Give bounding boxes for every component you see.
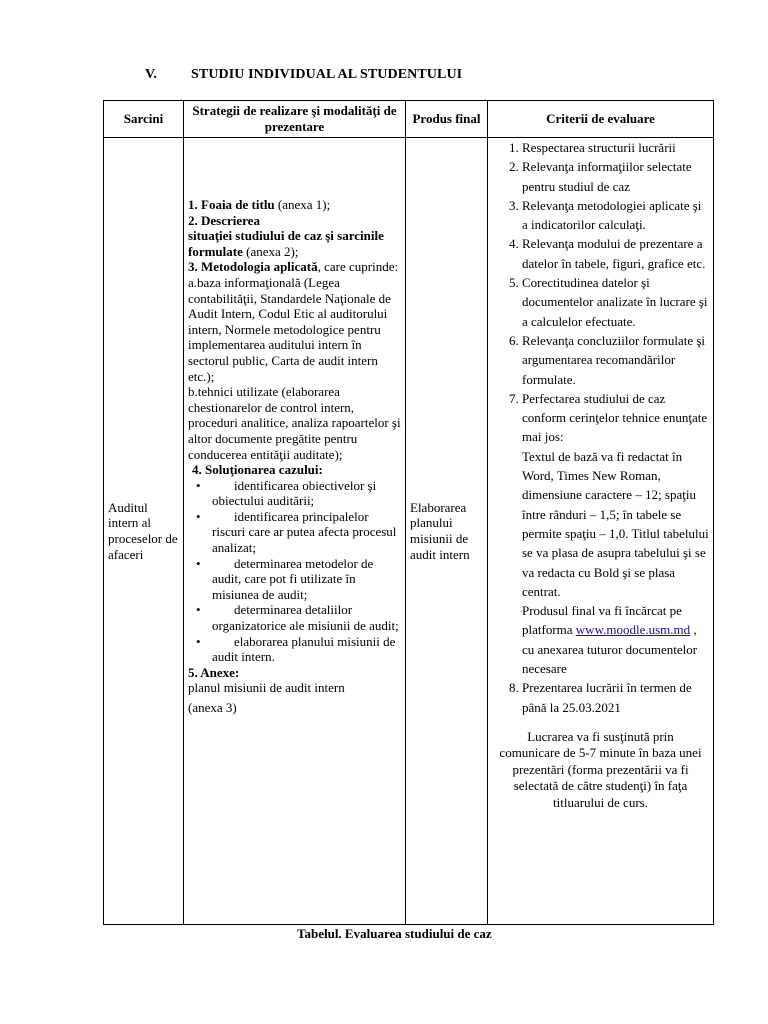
section-heading bbox=[145, 67, 462, 83]
case-solution-list bbox=[188, 478, 401, 665]
evaluation-table bbox=[103, 100, 714, 925]
criteria-list bbox=[492, 138, 709, 447]
list-item: 1. Respectarea structurii lucrării bbox=[522, 138, 709, 157]
list-item: 3. Relevanţa metodologiei aplicate şi a indicatorilor calculaţi. bbox=[522, 196, 709, 235]
header-strategies: Strategii de realizare şi modalităţi de prezentare bbox=[184, 101, 406, 138]
table-caption: Tabelul. Evaluarea studiului de caz bbox=[297, 926, 492, 941]
strategy-item-2: 2. Descrierea bbox=[188, 212, 260, 228]
table-header-row bbox=[104, 101, 714, 138]
criteria-list-continued bbox=[492, 678, 709, 717]
strategy-item-3b: b.tehnici utilizate (elaborarea chestionarelor de control intern, proceduri analitice, analiza rapoartelor şi altor documente pregătite pentru conducerea entităţii auditate); bbox=[188, 384, 401, 462]
section-title: STUDIU INDIVIDUAL AL STUDENTULUI bbox=[191, 67, 463, 82]
task-text: Auditul intern al proceselor de afaceri bbox=[108, 499, 178, 562]
list-item: • identificarea principalelor riscuri care ar putea afecta procesul analizat; bbox=[212, 509, 401, 556]
list-item: 8. Prezentarea lucrării în termen de până la 25.03.2021 bbox=[522, 678, 709, 717]
moodle-link[interactable]: www.moodle.usm.md bbox=[575, 622, 691, 638]
strategy-item-3a: a.baza informaţională (Legea contabilităţii, Standardele Naţionale de Audit Intern, Codul Etic al auditorului intern, Normele metodologice pentru implementarea auditului intern în sectorul public, Carta de audit intern etc.); bbox=[188, 274, 391, 384]
presentation-note: Lucrarea va fi susţinută prin comunicare de 5-7 minute în baza unei prezentări (forma prezentării va fi selectată de către studenţi) în faţa titluarului de curs. bbox=[499, 728, 702, 810]
technical-requirements: Textul de bază va fi redactat în Word, Times New Roman, dimensiune caractere – 12; spaţiu între rânduri – 1,5; în tabele se permite spaţiu – 1,0. Titlul tabelului se va plasa de asupra tabelului şi se va redacta cu Bold şi se plasa centrat. bbox=[522, 448, 709, 599]
section-number: V. bbox=[145, 67, 158, 82]
list-item: 6. Relevanţa concluziilor formulate şi argumentarea recomandărilor formulate. bbox=[522, 331, 709, 389]
header-product: Produs final bbox=[406, 101, 488, 138]
list-item: 2. Relevanţa informaţiilor selectate pentru studiul de caz bbox=[522, 157, 709, 196]
upload-instructions: Produsul final va fi încărcat pe platforma www.moodle.usm.md , cu anexarea tuturor documentelor necesare bbox=[522, 603, 698, 677]
strategy-item-5: 5. Anexe: bbox=[188, 664, 240, 680]
header-criteria: Criterii de evaluare bbox=[488, 101, 714, 138]
strategy-item-1: 1. Foaia de titlu (anexa 1); bbox=[188, 197, 331, 212]
list-item: • elaborarea planului misiunii de audit intern. bbox=[212, 634, 401, 665]
table-row bbox=[104, 138, 714, 925]
list-item: • determinarea detaliilor organizatorice ale misiunii de audit; bbox=[212, 602, 401, 633]
list-item: • determinarea metodelor de audit, care pot fi utilizate în misiunea de audit; bbox=[212, 556, 401, 603]
list-item: • identificarea obiectivelor şi obiectului auditării; bbox=[212, 478, 401, 509]
header-tasks: Sarcini bbox=[104, 101, 184, 138]
task-cell bbox=[104, 138, 184, 925]
list-item: 4. Relevanţa modului de prezentare a datelor în tabele, figuri, grafice etc. bbox=[522, 234, 709, 273]
list-item: 5. Corectitudinea datelor şi documentelor analizate în lucrare şi a calculelor efectuate. bbox=[522, 273, 709, 331]
strategies-cell: 1. Foaia de titlu (anexa 1); 2. Descrierea situaţiei studiului de caz şi sarcinile formulate (anexa 2); 3. Metodologia aplicată, care cuprinde: a.baza informaţională (Legea contabilităţii, Standardele Naţionale de Audit Intern, Codul Etic al auditorului intern, Normele metodologice pentru implementarea auditului intern în sectorul public, Carta de audit intern etc.); b.tehnici utilizate (elaborarea chestionarelor de control intern, proceduri analitice, analiza rapoartelor şi altor documente pregătite pentru conducerea entităţii auditate); 4. Soluţionarea cazului: • identificarea obiectivelor şi obiectului auditării; • identificarea principalelor riscuri care ar putea afecta procesul analizat; • determinarea metodelor de audit, care pot fi utilizate în misiunea de audit; • determinarea detaliilor organizatorice ale misiunii de audit; • elaborarea planului misiunii de audit intern. 5. Anexe: planul misiunii de audit intern (anexa 3) bbox=[184, 138, 406, 925]
product-cell bbox=[406, 138, 488, 925]
criteria-cell bbox=[488, 138, 714, 925]
strategy-item-4: 4. Soluţionarea cazului: bbox=[192, 462, 323, 478]
list-item: 7. Perfectarea studiului de caz conform cerinţelor tehnice enunţate mai jos: bbox=[522, 389, 709, 447]
strategy-item-3: 3. Metodologia aplicată, care cuprinde: bbox=[188, 259, 399, 275]
strategy-item-5b: (anexa 3) bbox=[188, 700, 237, 715]
product-text: Elaborarea planului misiunii de audit intern bbox=[410, 499, 470, 562]
strategy-item-5a: planul misiunii de audit intern bbox=[188, 680, 345, 696]
